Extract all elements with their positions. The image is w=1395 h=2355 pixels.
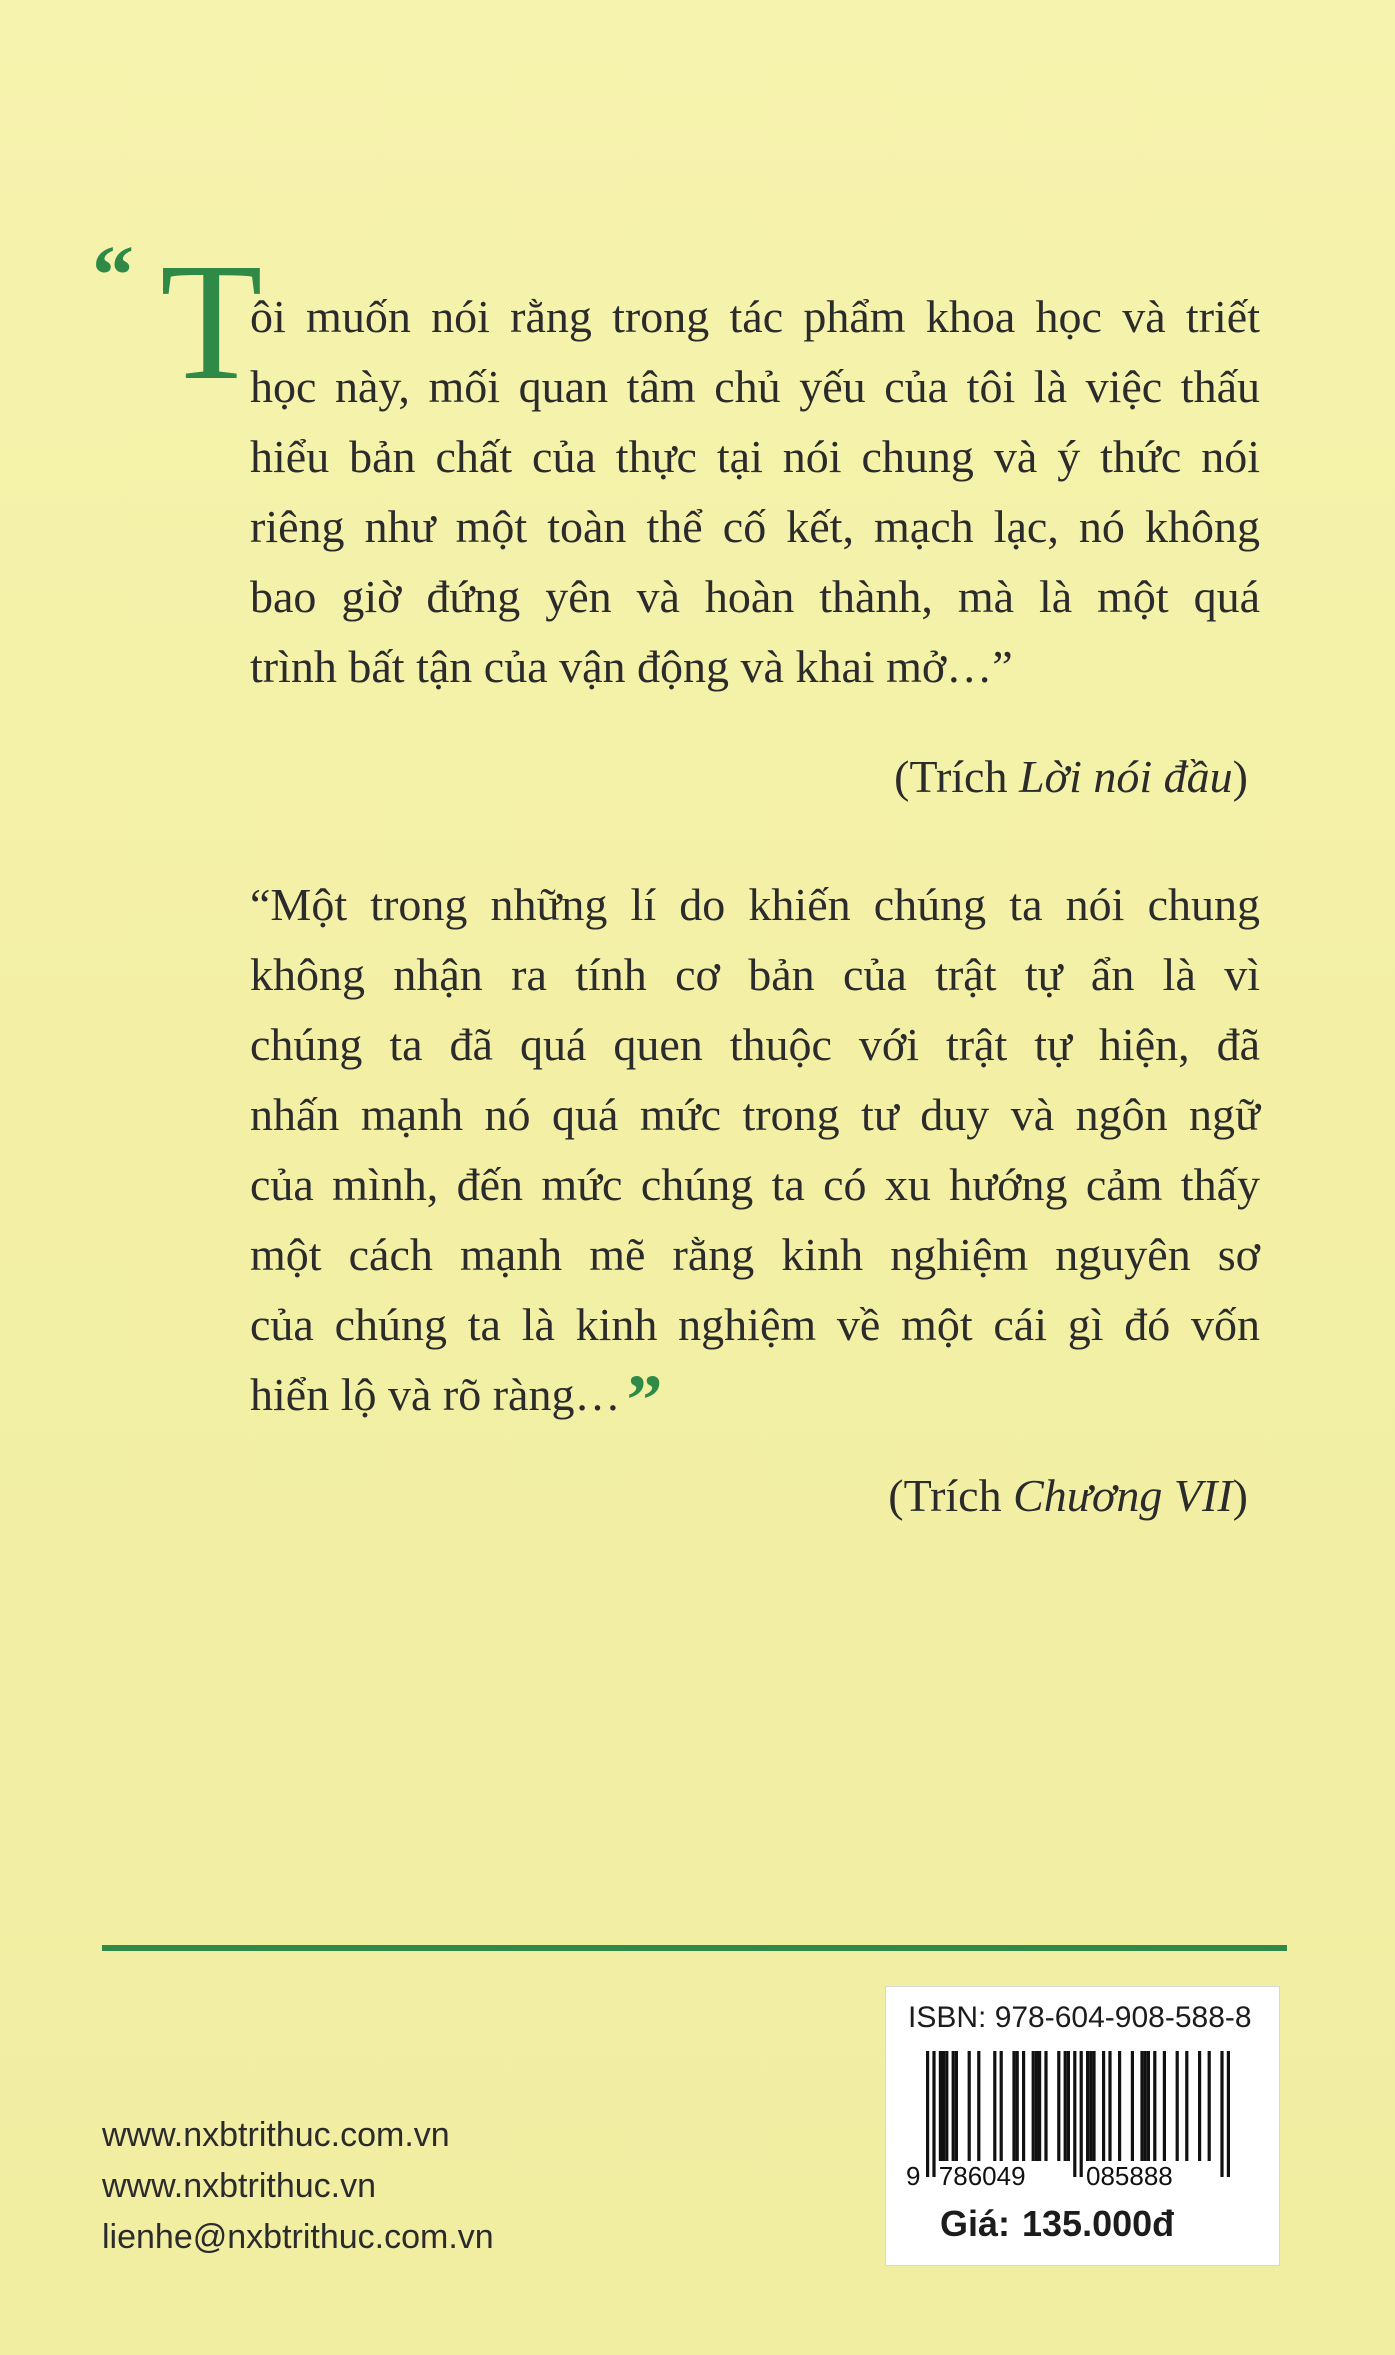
isbn-label: ISBN: 978-604-908-588-8 xyxy=(908,2001,1252,2034)
barcode-bar xyxy=(1220,2051,1223,2177)
attribution-prefix: (Trích xyxy=(888,1470,1014,1521)
quote-line: học này, mối quan tâm chủ yếu của tôi là việc thấu xyxy=(250,361,1260,412)
barcode-bar xyxy=(926,2051,929,2177)
barcode-bar xyxy=(1067,2051,1070,2161)
barcode-bar xyxy=(977,2051,980,2161)
barcode-bar xyxy=(968,2051,971,2161)
barcode-bar xyxy=(1147,2051,1150,2161)
barcode-bar xyxy=(1163,2051,1166,2161)
drop-cap-letter: T xyxy=(160,229,263,415)
barcode-bar xyxy=(942,2051,945,2161)
publisher-email-link[interactable]: lienhe@nxbtrithuc.com.vn xyxy=(102,2218,494,2256)
barcode-bar xyxy=(1035,2051,1038,2161)
barcode-bar xyxy=(945,2051,948,2161)
quote-line: một cách mạnh mẽ rằng kinh nghiệm nguyên sơ xyxy=(250,1229,1260,1280)
barcode-bar xyxy=(932,2051,935,2177)
quote-line: nhấn mạnh nó quá mức trong tư duy và ngôn ngữ xyxy=(250,1089,1260,1140)
barcode-bar xyxy=(1140,2051,1143,2161)
quote-line: chúng ta đã quá quen thuộc với trật tự hiện, đã xyxy=(250,1019,1260,1070)
quote-line: trình bất tận của vận động và khai mở…” xyxy=(250,641,1013,692)
barcode-bar xyxy=(1000,2051,1003,2161)
barcode-bar xyxy=(1208,2051,1211,2161)
price-tag xyxy=(940,2203,1174,2245)
barcode-bar xyxy=(1016,2051,1019,2161)
barcode-bar xyxy=(1032,2051,1035,2161)
quote-line-last xyxy=(250,1360,1260,1440)
quote-line: ôi muốn nói rằng trong tác phẩm khoa học và triết xyxy=(250,291,1260,342)
barcode-bar xyxy=(1227,2051,1230,2177)
publisher-website-link[interactable]: www.nxbtrithuc.com.vn xyxy=(102,2116,450,2154)
barcode-bar xyxy=(1092,2051,1095,2161)
barcode-bar xyxy=(1057,2051,1060,2161)
barcode-bar xyxy=(1144,2051,1147,2161)
publisher-website-link[interactable]: www.nxbtrithuc.vn xyxy=(102,2167,376,2205)
barcode-bar xyxy=(1176,2051,1179,2161)
barcode-bar xyxy=(1073,2051,1076,2177)
opening-quote-mark: “ xyxy=(92,229,134,322)
attribution-suffix: ) xyxy=(1232,1470,1248,1521)
quote-line: không nhận ra tính cơ bản của trật tự ẩn là vì xyxy=(250,949,1260,1000)
barcode-icon xyxy=(904,2047,1264,2197)
quote-attribution-chapter xyxy=(888,1466,1248,1526)
barcode-bar xyxy=(1153,2051,1156,2161)
barcode-bar xyxy=(1185,2051,1188,2161)
barcode-bar xyxy=(1044,2051,1047,2161)
attribution-suffix: ) xyxy=(1232,751,1248,802)
barcode-bar xyxy=(1012,2051,1015,2161)
barcode-bar xyxy=(1102,2051,1105,2161)
barcode-digits: 085888 xyxy=(1086,2161,1173,2191)
quote-line-text: hiển lộ và rõ ràng… xyxy=(250,1369,621,1420)
quote-line: riêng như một toàn thể cố kết, mạch lạc, nó không xyxy=(250,501,1260,552)
quote-line: “Một trong những lí do khiến chúng ta nói chung xyxy=(250,879,1260,930)
barcode-bar xyxy=(1131,2051,1134,2161)
barcode-bar xyxy=(1108,2051,1111,2161)
barcode-bar xyxy=(952,2051,955,2161)
quote-line: hiểu bản chất của thực tại nói chung và ý thức nói xyxy=(250,431,1260,482)
barcode-bar xyxy=(1080,2051,1083,2177)
quote-attribution-foreword xyxy=(894,747,1248,807)
quote-line: bao giờ đứng yên và hoàn thành, mà là một quá xyxy=(250,571,1260,622)
closing-quote-mark: ” xyxy=(626,1360,663,1440)
barcode-digits: 9 xyxy=(906,2161,921,2191)
attribution-prefix: (Trích xyxy=(894,751,1019,802)
barcode-bar xyxy=(993,2051,996,2161)
quote-line: của chúng ta là kinh nghiệm về một cái gì đó vốn xyxy=(250,1299,1260,1350)
publisher-contacts xyxy=(102,2110,494,2263)
barcode-bar xyxy=(1064,2051,1067,2161)
price-value: 135.000đ xyxy=(1022,2203,1175,2244)
quote-line: của mình, đến mức chúng ta có xu hướng cảm thấy xyxy=(250,1159,1260,1210)
green-divider-line xyxy=(102,1945,1287,1951)
barcode-price-sticker xyxy=(885,1986,1280,2266)
barcode-bar xyxy=(1022,2051,1025,2161)
barcode-bar xyxy=(1198,2051,1201,2161)
quote-chapter-seven xyxy=(250,870,1260,1440)
barcode-bar xyxy=(955,2051,958,2161)
attribution-title: Chương VII xyxy=(1013,1470,1233,1521)
attribution-title: Lời nói đầu xyxy=(1018,751,1233,802)
barcode-digits: 786049 xyxy=(938,2161,1026,2191)
barcode-bar xyxy=(1118,2051,1121,2161)
barcode-bar xyxy=(1038,2051,1041,2161)
barcode-bar xyxy=(1086,2051,1089,2161)
barcode-bar xyxy=(1089,2051,1092,2161)
barcode-bar xyxy=(939,2051,942,2161)
quote-foreword xyxy=(250,282,1260,702)
price-label: Giá: xyxy=(940,2203,1011,2244)
